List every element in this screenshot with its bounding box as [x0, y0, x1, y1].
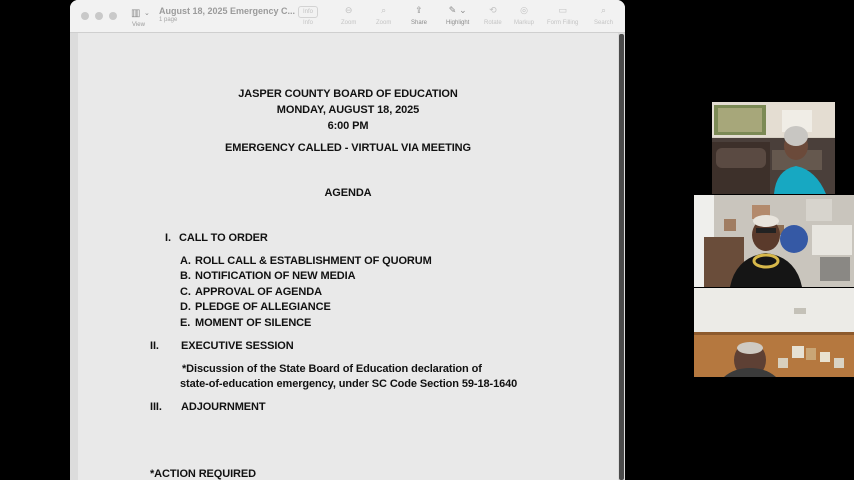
executive-note: state-of-education emergency, under SC Code Section 59-18-1640: [180, 378, 518, 390]
toolbar-label: Highlight: [446, 20, 470, 26]
meeting-date: MONDAY, AUGUST 18, 2025: [276, 104, 420, 116]
toolbar-label: Markup: [514, 20, 535, 26]
markup-icon: ◎: [520, 6, 528, 16]
section-number: I.: [165, 232, 171, 244]
toolbar-highlight-button[interactable]: [446, 5, 469, 26]
document-page-count: 1 page: [159, 17, 178, 23]
document-title[interactable]: August 18, 2025 Emergency C...: [159, 6, 296, 16]
section-title: ADJOURNMENT: [181, 401, 266, 413]
executive-note: *Discussion of the State Board of Education declaration of: [182, 363, 482, 375]
item-letter: A.: [180, 255, 191, 267]
toolbar-search-button[interactable]: [594, 5, 613, 26]
toolbar-label: Share: [411, 20, 428, 26]
traffic-lights: [81, 12, 117, 20]
toolbar-label: Form Filling: [547, 20, 579, 26]
toolbar-label: Info: [303, 20, 314, 26]
participant-video-frame: [694, 195, 854, 287]
agenda-heading: AGENDA: [324, 187, 372, 199]
toolbar-info-button[interactable]: [298, 5, 318, 26]
participant-video-frame: [694, 288, 854, 377]
item-letter: E.: [180, 317, 191, 329]
item-letter: C.: [180, 286, 191, 298]
view-button[interactable]: [130, 6, 156, 30]
participant-video-tile[interactable]: [694, 288, 854, 377]
toolbar-label: Search: [594, 20, 614, 26]
close-window-button[interactable]: [81, 12, 89, 20]
action-required-note: *ACTION REQUIRED: [150, 468, 256, 480]
org-name: JASPER COUNTY BOARD OF EDUCATION: [238, 88, 458, 100]
toolbar-share-button[interactable]: [411, 5, 427, 26]
rotate-icon: ⟲: [489, 6, 497, 16]
toolbar-label: Rotate: [484, 20, 502, 26]
agenda-item: APPROVAL OF AGENDA: [195, 286, 322, 298]
agenda-item: NOTIFICATION OF NEW MEDIA: [195, 270, 356, 282]
document-page: [78, 33, 618, 480]
agenda-item: MOMENT OF SILENCE: [195, 317, 312, 329]
document-scrollbar[interactable]: [619, 34, 624, 480]
agenda-item: PLEDGE OF ALLEGIANCE: [195, 301, 331, 313]
preview-window: [70, 0, 625, 480]
zoom-out-icon: ⊖: [344, 6, 353, 16]
toolbar-label: Zoom: [376, 20, 392, 26]
participant-video-tile[interactable]: [712, 102, 835, 194]
meeting-type: EMERGENCY CALLED - VIRTUAL VIA MEETING: [225, 142, 471, 154]
zoom-window-button[interactable]: [109, 12, 117, 20]
info-icon: Info: [298, 6, 318, 18]
agenda-item: ROLL CALL & ESTABLISHMENT OF QUORUM: [195, 255, 432, 267]
toolbar-label: Zoom: [341, 20, 357, 26]
window-titlebar: [70, 0, 625, 33]
form-icon: ▭: [558, 6, 567, 16]
toolbar-markup-button[interactable]: [514, 5, 534, 26]
toolbar-rotate-button[interactable]: [484, 5, 502, 26]
zoom-in-icon: ⌕: [381, 6, 387, 16]
search-icon: ⌕: [600, 6, 607, 16]
toolbar-form-filling-button[interactable]: [547, 5, 578, 26]
toolbar-zoom-in-button[interactable]: [376, 5, 391, 26]
highlighter-icon: ✎ ⌄: [448, 6, 467, 16]
item-letter: B.: [180, 270, 191, 282]
participant-video-frame: [712, 102, 835, 194]
toolbar-zoom-out-button[interactable]: [341, 5, 356, 26]
sidebar-icon: ▥: [131, 8, 141, 19]
section-title: EXECUTIVE SESSION: [181, 340, 294, 352]
item-letter: D.: [180, 301, 191, 313]
share-icon: ⇪: [415, 6, 423, 16]
participant-video-tile[interactable]: [694, 195, 854, 287]
minimize-window-button[interactable]: [95, 12, 103, 20]
chevron-down-icon: ⌄: [144, 9, 150, 17]
section-title: CALL TO ORDER: [179, 232, 268, 244]
section-number: III.: [150, 401, 162, 413]
view-label: View: [132, 22, 145, 28]
section-number: II.: [150, 340, 159, 352]
meeting-time: 6:00 PM: [327, 120, 369, 132]
